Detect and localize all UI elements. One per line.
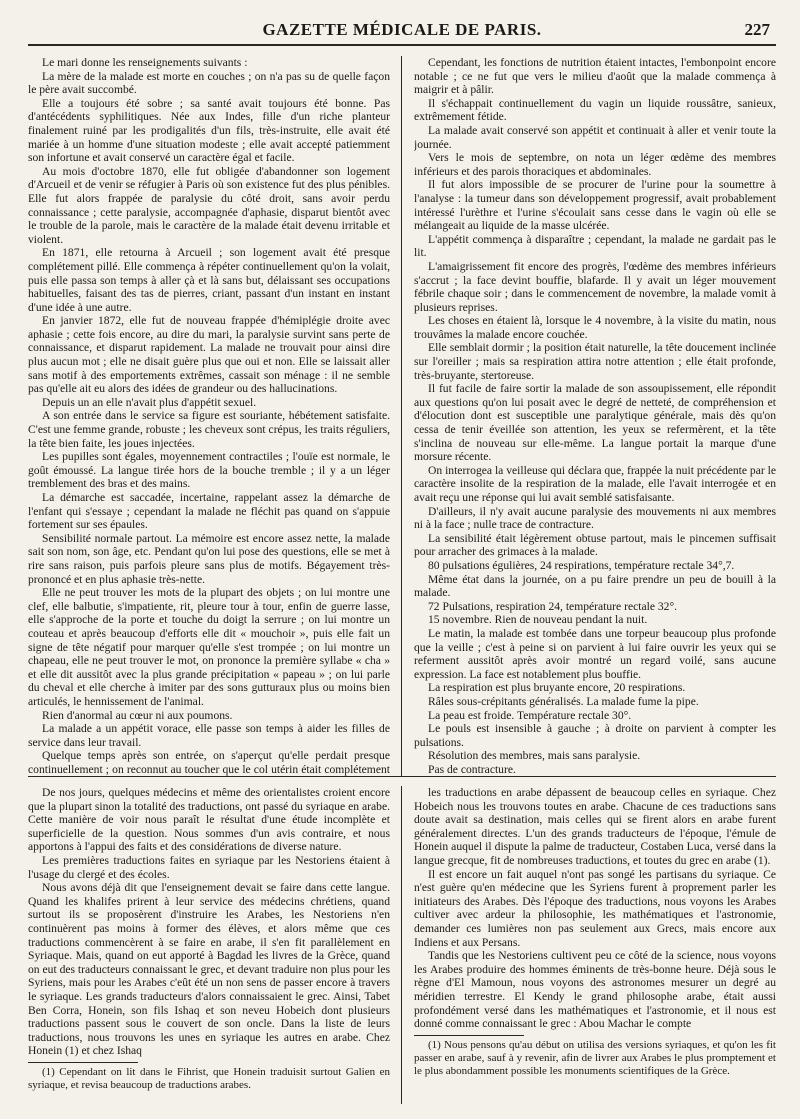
page-header	[28, 18, 776, 46]
paragraph: La démarche est saccadée, incertaine, rappelant assez la démarche de l'enfant qui s'essaye ; cependant la malade ne fléchit pas quand on s'appuie fortement sur ses épaules.	[28, 491, 390, 532]
paragraph: Le pouls est insensible à gauche ; à droite on parvient à compter les pulsations.	[414, 722, 776, 749]
paragraph: En 1871, elle retourna à Arcueil ; son logement avait été presque complétement pillé. Elle commença à répéter continuellement qu'on la volait, puis elle passa son temps à aller çà et là sans but, délaissant ses occupations habituelles, faisant des tas de pierres, criant, passant d'un instant en instant d'une idée à une autre.	[28, 246, 390, 314]
paragraph: Sensibilité normale partout. La mémoire est encore assez nette, la malade sait son nom, son âge, etc. Pendant qu'on lui pose des questions, elle se met à rire sans raison, puis parfois pleure sans plus de motifs. Bégayement très-prononcé et en plus aphasie très-nette.	[28, 531, 390, 586]
paragraph: Les choses en étaient là, lorsque le 4 novembre, à la visite du matin, nous trouvâmes la malade encore couchée.	[414, 314, 776, 341]
column-divider	[401, 786, 402, 1104]
paragraph: L'appétit commença à disparaître ; cependant, la malade ne gardait pas le lit.	[414, 232, 776, 260]
paragraph: Il s'échappait continuellement du vagin un liquide roussâtre, sanieux, extrêmement fétide.	[414, 96, 776, 124]
paragraph: Pas de contracture.	[428, 762, 516, 776]
paragraph: Vers le mois de septembre, on nota un léger œdème des membres inférieurs et des parois thoraciques et abdominales.	[414, 151, 776, 178]
top-right-column	[414, 56, 776, 776]
paragraph: La mère de la malade est morte en couches ; on n'a pas su de quelle façon le père avait succombé.	[28, 69, 390, 97]
bottom-left-column	[28, 786, 390, 1104]
page-number: 227	[744, 20, 770, 39]
paragraph: La peau est froide. Température rectale 30°.	[428, 708, 632, 722]
paragraph: 15 novembre. Rien de nouveau pendant la nuit.	[428, 613, 648, 627]
footnote: (1) Cependant on lit dans le Fihrist, que Honein traduisit surtout Galien en syriaque, et revisa beaucoup de traductions arabes.	[28, 1065, 390, 1091]
top-left-column	[28, 56, 390, 776]
footnote-rule	[28, 1062, 138, 1063]
paragraph: Tandis que les Nestoriens cultivent peu ce côté de la science, nous voyons les Arabes produire des hommes éminents de très-bonne heure. Déjà sous le règne d'El Mamoun, nous voyons des astronomes mesurer un degré au méridien terrestre. El Kendy le grand philosophe arabe, était aussi profondément versé dans les mathématiques et l'astronomie, et il nous est donné comme connaissant le grec : Abou Machar le compte	[414, 949, 776, 1031]
paragraph: Elle a toujours été sobre ; sa santé avait toujours été bonne. Pas d'antécédents syphilitiques. Née aux Indes, fille d'un riche planteur finalement ruiné par les prodigalités d'un fils, très-instruite, elle avait été mariée à un homme d'une situation modeste ; elle avait accepté patiemment son infortune et avait conservé un caractère égal et facile.	[28, 96, 390, 165]
paragraph: Même état dans la journée, on a pu faire prendre un peu de bouill à la malade.	[414, 572, 776, 600]
bottom-right-column	[414, 786, 776, 1104]
paragraph: En janvier 1872, elle fut de nouveau frappée d'hémiplégie droite avec aphasie ; cette fois encore, au dire du mari, la paralysie survint sans perte de connaissance, et disparut rapidement. La malade ne trouvait pour ainsi dire plus aucun mot ; elle ne disait guère plus que oui et non. Elle se laissait aller sans motif à des emportements extrêmes, cassait son ménage : il ne semble pas qu'elle ait eu alors des idées de grandeur ou des hallucinations.	[28, 314, 390, 396]
paragraph: La sensibilité était légèrement obtuse partout, mais le pincemen suffisait pour arracher des grimaces à la malade.	[414, 531, 776, 559]
paragraph: La respiration est plus bruyante encore, 20 respirations.	[428, 681, 686, 695]
paragraph: La malade avait conservé son appétit et continuait à aller et venir toute la journée.	[414, 123, 776, 151]
paragraph: Il fut alors impossible de se procurer de l'urine pour la soumettre à l'analyse : la tumeur dans son développement progressif, avait probablement intéressé l'urèthre et l'urine s'écoulait sans cesse dans le vagin où elle se mélangeait au liquide de la masse ulcérée.	[414, 178, 776, 233]
paragraph: A son entrée dans le service sa figure est souriante, hébétement satisfaite. C'est une femme grande, robuste ; les cheveux sont crépus, les traits réguliers, la tête bien faite, les joues injectées.	[28, 409, 390, 450]
paragraph: Résolution des membres, mais sans paralysie.	[428, 749, 641, 763]
paragraph: On interrogea la veilleuse qui déclara que, frappée la nuit précédente par le caractère insolite de la respiration de la malade, elle l'avait interrogée et en avait reçu une réponse qui lui avait semblé satisfaisante.	[414, 463, 776, 504]
history-article-section	[28, 786, 776, 1104]
paragraph: Le mari donne les renseignements suivants :	[42, 56, 248, 69]
clinical-case-section	[28, 56, 776, 777]
footnote: (1) Nous pensons qu'au début on utilisa des versions syriaques, et qu'on les fit passer en arabe, sauf à y revenir, afin de livrer aux Arabes le plus promptement et le plus abondamment possible les monuments scientifiques de la Grèce.	[414, 1038, 776, 1077]
journal-title: GAZETTE MÉDICALE DE PARIS.	[262, 20, 542, 39]
paragraph: 72 Pulsations, respiration 24, température rectale 32°.	[428, 599, 677, 613]
paragraph: D'ailleurs, il n'y avait aucune paralysie des mouvements ni aux membres ni à la face ; nulle trace de contracture.	[414, 504, 776, 532]
column-divider	[401, 56, 402, 776]
paragraph: Nous avons déjà dit que l'enseignement devait se faire dans cette langue. Quand les khalifes prirent à leur service des médecins chrétiens, quand surtout ils se proposèrent d'instruire les Arabes, les Nestoriens n'en continuèrent pas moins à former des élèves, et alors même que ces traductions commencèrent à se faire en arabe, il s'en fit parallèlement en Syriaque. Mais, quand on eut apporté à Bagdad les livres de la Grèce, quand on eut des traducteurs connaissant le grec, et devant traduire non plus pour les Syriens, mais pour les Arabes c'eût été un non sens de passer encore à travers le syriaque. Les grands traducteurs d'alors connaissaient le grec. Ainsi, Tabet Ben Corra, Honein, son fils Ishaq et son neveu Hobeich dont plusieurs traductions passent sous le couvert de son oncle. Dans la liste de leurs traductions, nous trouvons les unes en syriaque les autres en arabe. Chez Honein (1) et chez Ishaq	[28, 881, 390, 1058]
footnote-rule	[414, 1035, 524, 1036]
paragraph: De nos jours, quelques médecins et même des orientalistes croient encore que la plupart sinon la totalité des traductions, ont passé du syriaque en arabe. Cette manière de voir nous paraît le résultat d'une étude incomplète et superficielle de la question. Nous sommes d'un avis contraire, et nous apportons à l'appui des faits et des considérations de diverse nature.	[28, 786, 390, 854]
paragraph: Elle semblait dormir ; la position était naturelle, la tête doucement inclinée sur l'oreiller ; mais sa respiration attira notre attention ; elle était profonde, très-bruyante, stertoreuse.	[414, 341, 776, 382]
paragraph: 80 pulsations égulières, 24 respirations, température rectale 34°,7.	[428, 558, 735, 572]
paragraph: Cependant, les fonctions de nutrition étaient intactes, l'embonpoint encore notable ; ce ne fut que vers le milieu d'août que la malade commença à maigrir et à pâlir.	[414, 56, 776, 97]
paragraph: Les premières traductions faites en syriaque par les Nestoriens étaient à l'usage du clergé et des écoles.	[28, 853, 390, 881]
paragraph: Les pupilles sont égales, moyennement contractiles ; l'ouïe est normale, le goût émoussé. La langue tirée hors de la bouche tremble ; il y a un léger tremblement des bras et des mains.	[28, 450, 390, 491]
paragraph: Il fut facile de faire sortir la malade de son assoupissement, elle répondit aux questions qu'on lui posait avec le degré de netteté, de compréhension et d'élocution dont est susceptible une paralytique générale, mais dès qu'on cessa de tenir éveillée son attention, les yeux se refermèrent, et la tête s'inclina de nouveau sur elle-même. La langue portait la marque d'une morsure récente.	[414, 382, 776, 464]
paragraph: L'amaigrissement fit encore des progrès, l'œdème des membres inférieurs s'accrut ; la face devint bouffie, blafarde. Il y avait un léger mouvement fébrile chaque soir ; dans le commencement de novembre, la malade vomit à plusieurs reprises.	[414, 259, 776, 314]
paragraph: Il est encore un fait auquel n'ont pas songé les partisans du syriaque. Ce n'est guère qu'en médecine que les Syriens furent à proprement parler les initiateurs des Arabes. Dès l'époque des traductions, nous voyons les Arabes cultiver avec ardeur la philosophie, les mathématiques et l'astronomie, demander ces lumières non pas seulement aux Grecs, mais encore aux Indiens et aux Persans.	[414, 867, 776, 949]
paragraph: les traductions en arabe dépassent de beaucoup celles en syriaque. Chez Hobeich nous les trouvons toutes en arabe. Chacune de ces traductions sans doute avait sa destination, mais celles qui se firent alors en arabe furent généralement directes. L'un des grands traducteurs de l'époque, l'émule de Honein auquel il dispute la palme de traducteur, Costaben Luca, versé dans la langue grecque, fit de nombreuses traductions, et toutes du grec en arabe (1).	[414, 786, 776, 867]
paragraph: Râles sous-crépitants généralisés. La malade fume la pipe.	[428, 694, 699, 708]
paragraph: Au mois d'octobre 1870, elle fut obligée d'abandonner son logement d'Arcueil et de venir se réfugier à Paris où son existence fut des plus pénibles. Elle fut alors frappée de paralysie du côté droit, sans avoir perdu connaissance ; cette paralysie, accompagnée d'aphasie, disparut bientôt avec le trouble de la parole, mais le caractère de la malade était devenu irritable et violent.	[28, 164, 390, 246]
paragraph: Depuis un an elle n'avait plus d'appétit sexuel.	[42, 395, 257, 409]
paragraph: Elle ne peut trouver les mots de la plupart des objets ; on lui montre une clef, elle balbutie, s'impatiente, rit, pleure tour à tour, enfin de guerre lasse, elle s'approche de la porte et touche du doigt la serrure ; on lui montre un couteau et après beaucoup d'efforts elle dit « mouchoir », puis elle fait un signe de tête négatif pour marquer qu'elle s'est trompée ; on lui montre un chapeau, elle ne peut trouver le mot, on prononce la première syllabe « cha » et elle dit aussitôt avec la plus grande précipitation « papeau » ; on lui parle du cheval et elle cherche à imiter par des sons gutturaux plus ou moins bien articulés, le hennissement de l'animal.	[28, 586, 390, 708]
paragraph: Quelque temps après son entrée, on s'aperçut qu'elle perdait presque continuellement ; on reconnut au toucher que le col utérin était complétement	[28, 749, 390, 776]
paragraph: Rien d'anormal au cœur ni aux poumons.	[42, 708, 233, 722]
paragraph: Le matin, la malade est tombée dans une torpeur beaucoup plus profonde que la veille ; c'est à peine si on parvient à lui faire ouvrir les yeux qui se referment aussitôt après avoir montré un regard voilé, sans aucune expression. La face est notablement plus bouffie.	[414, 626, 776, 681]
paragraph: La malade a un appétit vorace, elle passe son temps à aider les filles de service dans leur travail.	[28, 722, 390, 749]
